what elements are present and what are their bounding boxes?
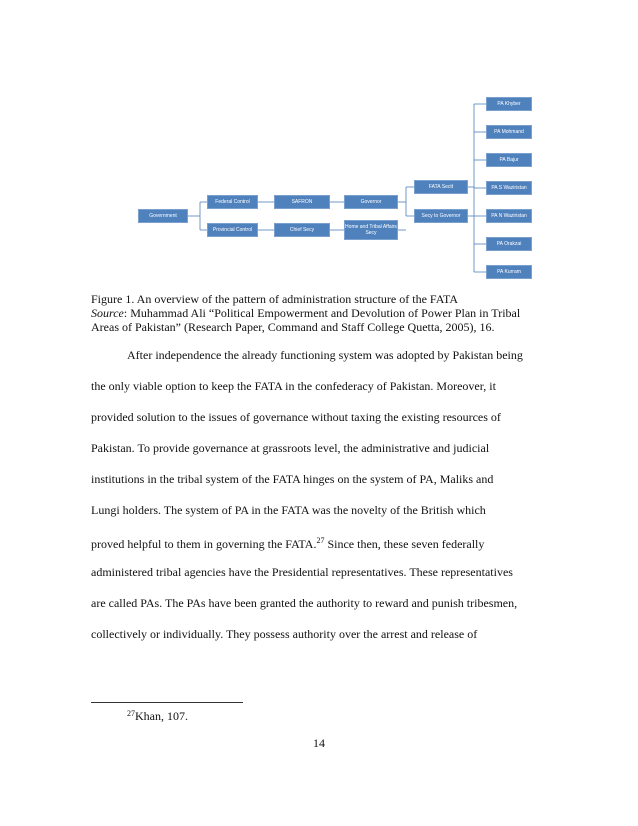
pa-s-waziristan-box: PA S Waziristan [486, 181, 532, 195]
chief-secy-box: Chief Secy [274, 223, 330, 237]
provincial-control-box: Provincial Control [207, 223, 258, 237]
federal-control-box: Federal Control [207, 195, 258, 209]
figure-caption [91, 292, 561, 334]
body-line: are called PAs. The PAs have been granted the authority to reward and punish tribesmen, [91, 596, 518, 610]
source-label: Source [91, 306, 124, 320]
fata-sectt-box: FATA Sectt [414, 180, 468, 194]
body-line: After independence the already functioning system was adopted by Pakistan being [127, 348, 523, 362]
body-line: Pakistan. To provide governance at grassroots level, the administrative and judicial [91, 441, 490, 455]
body-line: provided solution to the issues of governance without taxing the existing resources of [91, 410, 501, 424]
body-line [91, 534, 484, 551]
secy-to-governor-box: Secy to Governor [414, 209, 468, 223]
government-box: Government [138, 209, 188, 223]
home-tribal-affairs-box: Home and Tribal Affairs Secy [344, 220, 398, 240]
body-line: administered tribal agencies have the Presidential representatives. These representatives [91, 565, 513, 579]
footnote [127, 709, 188, 723]
caption-source-cont: Areas of Pakistan” (Research Paper, Command and Staff College Quetta, 2005), 16. [91, 320, 495, 334]
body-line: Lungi holders. The system of PA in the FATA was the novelty of the British which [91, 503, 486, 517]
body-line: collectively or individually. They possess authority over the arrest and release of [91, 627, 478, 641]
safron-box: SAFRON [274, 195, 330, 209]
footnote-number: 27 [127, 709, 135, 718]
pa-khyber-box: PA Khyber [486, 97, 532, 111]
body-text-segment: proved helpful to them in governing the FATA. [91, 537, 317, 551]
body-text-segment: Since then, these seven federally [324, 537, 485, 551]
page-number: 14 [313, 736, 325, 750]
source-text: : Muhammad Ali “Political Empowerment and Devolution of Power Plan in Tribal [123, 306, 521, 320]
pa-bajur-box: PA Bajur [486, 153, 532, 167]
footnote-text: Khan, 107. [135, 709, 188, 723]
administration-structure-diagram [0, 0, 638, 290]
pa-kurram-box: PA Kurram [486, 265, 532, 279]
governor-box: Governor [344, 195, 398, 209]
body-line: institutions in the tribal system of the FATA hinges on the system of PA, Maliks and [91, 472, 494, 486]
pa-mohmand-box: PA Mohmand [486, 125, 532, 139]
pa-orakzai-box: PA Orakzai [486, 237, 532, 251]
pa-n-waziristan-box: PA N Waziristan [486, 209, 532, 223]
caption-title: Figure 1. An overview of the pattern of administration structure of the FATA [91, 292, 459, 306]
caption-source [91, 306, 561, 320]
body-line: the only viable option to keep the FATA in the confederacy of Pakistan. Moreover, it [91, 379, 496, 393]
footnote-reference[interactable]: 27 [316, 536, 325, 545]
footnote-separator [91, 702, 243, 703]
